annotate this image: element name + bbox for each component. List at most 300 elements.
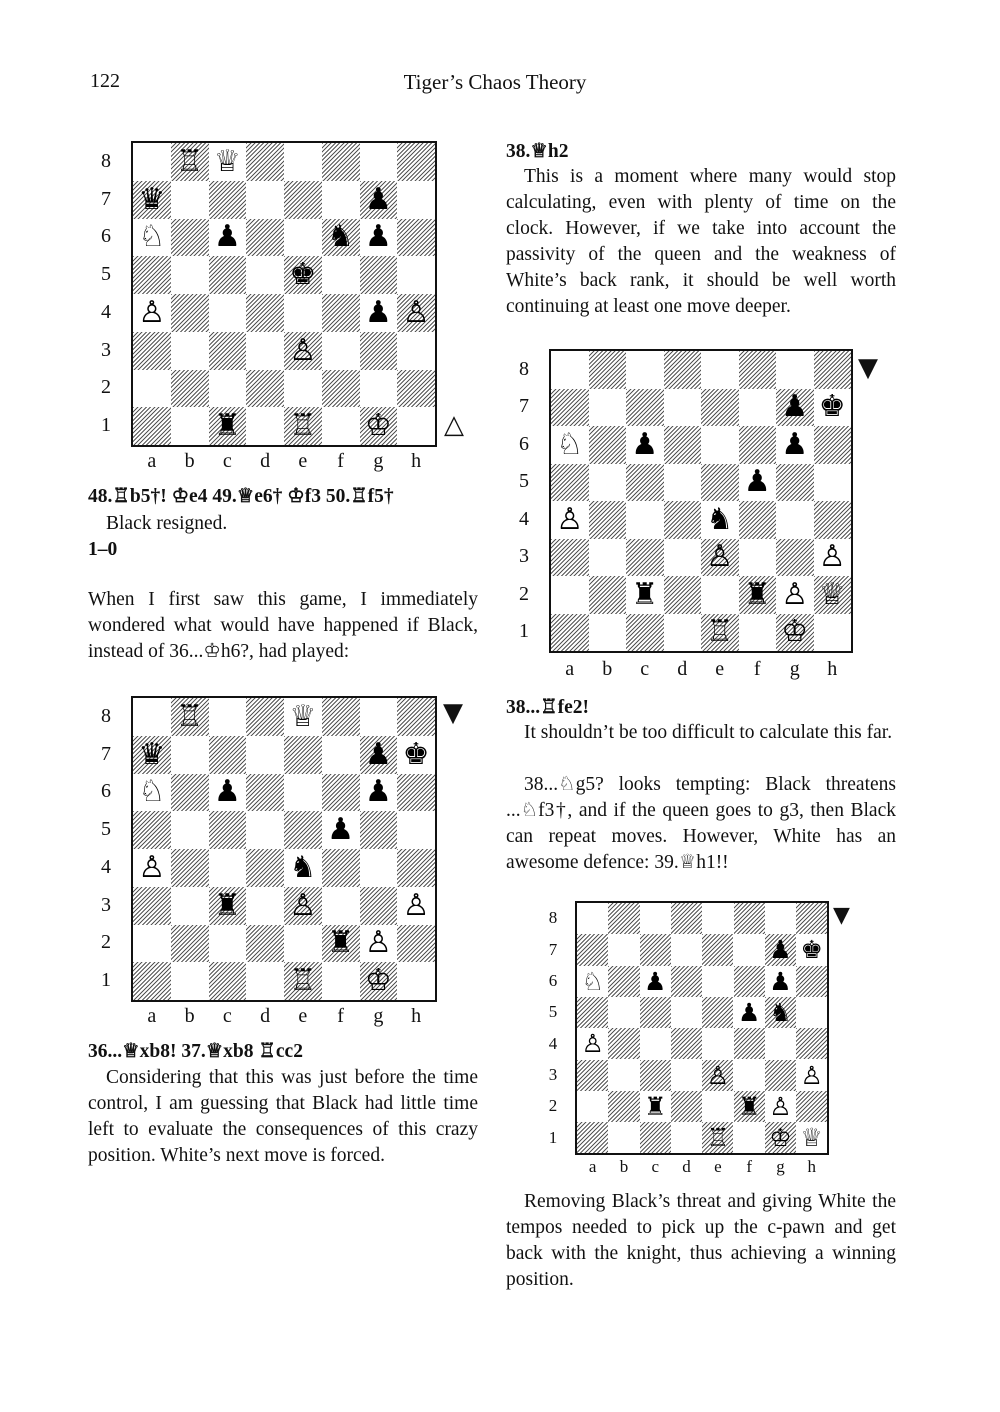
board-square-g6 (765, 966, 796, 997)
board-square-e2 (702, 1091, 733, 1122)
white-knight-icon: ♘ (581, 966, 604, 996)
board-square-a2 (577, 1091, 608, 1122)
board-square-c1 (626, 614, 664, 652)
board-square-e3 (284, 887, 322, 925)
board-square-g2 (765, 1091, 796, 1122)
board-square-c7 (640, 934, 671, 965)
white-queen-icon: ♕ (213, 143, 241, 179)
black-king-icon: ♚ (818, 389, 846, 425)
board-square-f3 (322, 332, 360, 370)
board-square-h5 (397, 256, 435, 294)
black-rook-icon: ♜ (631, 576, 659, 612)
board-square-a6 (577, 966, 608, 997)
file-label: c (640, 658, 650, 680)
board-square-h3 (397, 887, 435, 925)
board-square-e1 (284, 407, 322, 445)
chessboard (549, 349, 853, 653)
board-square-a1 (577, 1122, 608, 1153)
board-square-f3 (322, 887, 360, 925)
rank-label: 5 (101, 263, 111, 286)
paragraph: It shouldn’t be too difficult to calculate this far. (524, 722, 893, 743)
board-square-f2 (322, 925, 360, 963)
board-square-c6 (209, 774, 247, 812)
board-square-g3 (776, 539, 814, 577)
board-square-a3 (577, 1060, 608, 1091)
rank-label: 5 (548, 1002, 558, 1022)
board-square-e5 (702, 997, 733, 1028)
board-square-f7 (322, 181, 360, 219)
board-square-f4 (739, 501, 777, 539)
white-king-icon: ♔ (769, 1123, 792, 1153)
board-square-e6 (284, 774, 322, 812)
board-square-g6 (360, 774, 398, 812)
board-square-a2 (551, 576, 589, 614)
board-square-e1 (702, 1122, 733, 1153)
white-pawn-icon: ♙ (138, 294, 166, 330)
file-label: h (411, 450, 422, 472)
board-square-c7 (209, 181, 247, 219)
running-title: Tiger’s Chaos Theory (403, 70, 587, 94)
board-square-b6 (171, 219, 209, 257)
board-square-f5 (739, 464, 777, 502)
file-label: g (373, 1005, 384, 1027)
black-knight-icon: ♞ (289, 849, 317, 885)
board-square-g3 (360, 887, 398, 925)
file-label: a (147, 1005, 157, 1027)
black-pawn-icon: ♟ (327, 812, 355, 848)
board-square-a4 (551, 501, 589, 539)
board-square-g4 (776, 501, 814, 539)
board-square-b2 (171, 370, 209, 408)
board-square-c5 (209, 811, 247, 849)
board-square-c6 (209, 219, 247, 257)
white-king-icon: ♔ (781, 614, 809, 650)
board-square-e4 (701, 501, 739, 539)
board-square-h5 (397, 811, 435, 849)
board-square-c1 (209, 962, 247, 1000)
board-square-g7 (360, 736, 398, 774)
board-square-b4 (171, 294, 209, 332)
file-label: h (807, 1157, 816, 1176)
rank-label: 1 (519, 620, 529, 643)
paragraph: This is a moment where many would stop calculating, even with plenty of time on the clock. However, if we take into account the passivity of the queen and the weakness of White’s back rank, it should be well worth continuing at least one move deeper. (506, 166, 896, 317)
board-square-b5 (589, 464, 627, 502)
board-square-d5 (246, 256, 284, 294)
file-label: h (411, 1005, 422, 1027)
rank-label: 2 (519, 582, 529, 605)
board-square-c8 (626, 351, 664, 389)
board-square-h7 (796, 934, 827, 965)
board-square-b7 (171, 736, 209, 774)
board-square-g5 (765, 997, 796, 1028)
file-label: b (184, 450, 195, 472)
rank-label: 1 (101, 414, 111, 437)
rank-label: 7 (101, 187, 111, 210)
board-square-c3 (640, 1060, 671, 1091)
board-square-f4 (734, 1028, 765, 1059)
white-pawn-icon: ♙ (138, 849, 166, 885)
chessboard (575, 901, 829, 1155)
board-square-d8 (246, 143, 284, 181)
white-rook-icon: ♖ (706, 614, 734, 650)
board-square-g5 (360, 811, 398, 849)
board-square-e3 (701, 539, 739, 577)
board-square-c4 (209, 294, 247, 332)
board-square-e2 (284, 925, 322, 963)
board-square-a1 (133, 407, 171, 445)
board-square-f1 (739, 614, 777, 652)
rank-label: 7 (519, 395, 529, 418)
white-knight-icon: ♘ (138, 774, 166, 810)
board-square-d8 (671, 903, 702, 934)
rank-label: 3 (101, 893, 111, 916)
white-pawn-icon: ♙ (289, 332, 317, 368)
board-square-a4 (577, 1028, 608, 1059)
board-square-b5 (608, 997, 639, 1028)
rank-label: 3 (101, 338, 111, 361)
board-square-d2 (246, 370, 284, 408)
board-square-c2 (209, 370, 247, 408)
file-label: h (827, 658, 838, 680)
board-square-c7 (209, 736, 247, 774)
board-square-g3 (360, 332, 398, 370)
white-king-icon: ♔ (364, 963, 392, 999)
board-square-e5 (284, 811, 322, 849)
board-square-f8 (322, 143, 360, 181)
board-square-b4 (608, 1028, 639, 1059)
board-square-g5 (360, 256, 398, 294)
game-result: 1–0 (88, 539, 118, 560)
board-square-c2 (626, 576, 664, 614)
board-square-h4 (796, 1028, 827, 1059)
black-pawn-icon: ♟ (631, 426, 659, 462)
white-pawn-icon: ♙ (800, 1060, 823, 1090)
rank-label: 4 (101, 855, 111, 878)
board-square-h4 (397, 294, 435, 332)
rank-label: 5 (519, 470, 529, 493)
board-square-c4 (626, 501, 664, 539)
board-square-b3 (589, 539, 627, 577)
move-sequence: 38...♖fe2! (506, 697, 589, 718)
board-square-e2 (284, 370, 322, 408)
rank-label: 1 (101, 969, 111, 992)
file-label: c (651, 1157, 660, 1176)
rank-label: 4 (548, 1033, 558, 1053)
board-square-d1 (671, 1122, 702, 1153)
white-queen-icon: ♕ (818, 576, 846, 612)
board-square-d6 (246, 774, 284, 812)
board-square-f5 (322, 256, 360, 294)
move-sequence: 48.♖b5†! ♔e4 49.♕e6† ♔f3 50.♖f5† (88, 486, 394, 507)
board-square-f3 (734, 1060, 765, 1091)
black-pawn-icon: ♟ (769, 935, 792, 965)
rank-label: 6 (101, 225, 111, 248)
board-square-c1 (640, 1122, 671, 1153)
file-label: e (298, 450, 308, 472)
board-square-d4 (664, 501, 702, 539)
file-label: g (373, 450, 384, 472)
board-square-f6 (322, 219, 360, 257)
white-queen-icon: ♕ (289, 698, 317, 734)
white-rook-icon: ♖ (289, 963, 317, 999)
board-square-a8 (133, 143, 171, 181)
board-square-f2 (322, 370, 360, 408)
paragraph: When I first saw this game, I immediately wondered what would have happened if Black, instead of 36...♔h6?, had played: (88, 589, 478, 662)
board-square-h8 (814, 351, 852, 389)
board-square-a2 (133, 370, 171, 408)
file-label: b (619, 1157, 629, 1176)
board-square-h2 (397, 370, 435, 408)
board-square-h8 (397, 698, 435, 736)
white-pawn-icon: ♙ (556, 501, 584, 537)
board-square-d1 (664, 614, 702, 652)
board-square-b8 (589, 351, 627, 389)
paragraph: Removing Black’s threat and giving White the tempos needed to pick up the c-pawn and get back with the knight, thus achieving a winning position. (506, 1191, 896, 1290)
white-rook-icon: ♖ (706, 1123, 730, 1153)
board-square-h7 (814, 389, 852, 427)
board-square-c5 (626, 464, 664, 502)
board-square-h2 (796, 1091, 827, 1122)
board-square-f1 (322, 407, 360, 445)
board-square-g4 (765, 1028, 796, 1059)
rank-label: 2 (101, 376, 111, 399)
board-square-c6 (640, 966, 671, 997)
board-square-d2 (246, 925, 284, 963)
black-king-icon: ♚ (402, 736, 430, 772)
file-label: g (789, 658, 800, 680)
rank-label: 6 (519, 432, 529, 455)
board-square-a5 (133, 811, 171, 849)
board-square-b6 (171, 774, 209, 812)
black-to-move-icon: ▼ (443, 698, 463, 728)
board-square-c4 (209, 849, 247, 887)
file-label: e (715, 658, 725, 680)
board-square-f5 (734, 997, 765, 1028)
board-square-h3 (397, 332, 435, 370)
file-label: d (260, 450, 271, 472)
board-square-e7 (702, 934, 733, 965)
board-square-h5 (796, 997, 827, 1028)
board-square-a3 (133, 887, 171, 925)
black-queen-icon: ♛ (138, 181, 166, 217)
board-square-d2 (664, 576, 702, 614)
board-square-h4 (814, 501, 852, 539)
board-square-g4 (360, 294, 398, 332)
board-square-g5 (776, 464, 814, 502)
black-king-icon: ♚ (289, 257, 317, 293)
board-square-g6 (360, 219, 398, 257)
white-pawn-icon: ♙ (364, 925, 392, 961)
board-square-e6 (702, 966, 733, 997)
paragraph: Considering that this was just before the time control, I am guessing that Black had little time left to evaluate the consequences of this crazy position. White’s next move is forced. (88, 1067, 478, 1166)
white-rook-icon: ♖ (176, 698, 204, 734)
board-square-a3 (133, 332, 171, 370)
file-label: d (682, 1157, 691, 1176)
board-square-c5 (640, 997, 671, 1028)
board-square-d7 (671, 934, 702, 965)
white-pawn-icon: ♙ (706, 1060, 730, 1090)
board-square-a8 (577, 903, 608, 934)
page-header (90, 70, 900, 100)
board-square-g8 (360, 698, 398, 736)
board-square-d6 (671, 966, 702, 997)
black-pawn-icon: ♟ (769, 966, 792, 996)
board-square-h2 (814, 576, 852, 614)
board-square-e2 (701, 576, 739, 614)
board-square-f6 (322, 774, 360, 812)
board-square-b1 (171, 962, 209, 1000)
board-square-g7 (765, 934, 796, 965)
black-king-icon: ♚ (800, 935, 823, 965)
black-to-move-icon: ▼ (858, 353, 878, 383)
move-sequence: 36...♕xb8! 37.♕xb8 ♖cc2 (88, 1041, 303, 1062)
board-square-g8 (360, 143, 398, 181)
board-square-g8 (765, 903, 796, 934)
chessboard (131, 696, 437, 1002)
rank-label: 8 (101, 704, 111, 727)
board-square-e1 (284, 962, 322, 1000)
board-square-h1 (796, 1122, 827, 1153)
black-rook-icon: ♜ (644, 1091, 667, 1121)
move-sequence: 38.♕h2 (506, 141, 569, 162)
black-pawn-icon: ♟ (213, 774, 241, 810)
board-square-e8 (701, 351, 739, 389)
file-label: a (588, 1157, 597, 1176)
board-square-h8 (397, 143, 435, 181)
board-square-d4 (246, 849, 284, 887)
board-square-b2 (589, 576, 627, 614)
board-square-h4 (397, 849, 435, 887)
board-square-a7 (133, 736, 171, 774)
white-queen-icon: ♕ (800, 1123, 823, 1153)
black-pawn-icon: ♟ (364, 774, 392, 810)
board-square-d1 (246, 407, 284, 445)
board-square-d7 (664, 389, 702, 427)
black-pawn-icon: ♟ (781, 389, 809, 425)
board-square-f5 (322, 811, 360, 849)
board-square-b6 (589, 426, 627, 464)
board-square-c8 (640, 903, 671, 934)
board-square-c7 (626, 389, 664, 427)
board-square-f7 (322, 736, 360, 774)
board-square-f2 (739, 576, 777, 614)
board-square-e4 (702, 1028, 733, 1059)
black-pawn-icon: ♟ (364, 219, 392, 255)
file-label: d (260, 1005, 271, 1027)
file-label: b (184, 1005, 195, 1027)
black-rook-icon: ♜ (743, 576, 771, 612)
board-square-b5 (171, 256, 209, 294)
board-square-h5 (814, 464, 852, 502)
white-king-icon: ♔ (364, 408, 392, 444)
board-square-e8 (284, 698, 322, 736)
black-rook-icon: ♜ (327, 925, 355, 961)
rank-label: 7 (101, 742, 111, 765)
white-pawn-icon: ♙ (781, 576, 809, 612)
board-square-h3 (814, 539, 852, 577)
board-square-a1 (133, 962, 171, 1000)
board-square-g7 (360, 181, 398, 219)
board-square-f8 (739, 351, 777, 389)
board-square-h8 (796, 903, 827, 934)
black-pawn-icon: ♟ (781, 426, 809, 462)
black-to-move-icon: ▼ (833, 903, 850, 928)
board-square-f1 (322, 962, 360, 1000)
board-square-b1 (171, 407, 209, 445)
board-square-b7 (608, 934, 639, 965)
white-knight-icon: ♘ (138, 219, 166, 255)
board-square-a6 (551, 426, 589, 464)
file-label: a (565, 658, 575, 680)
board-square-d4 (246, 294, 284, 332)
file-label: d (677, 658, 688, 680)
board-square-a7 (133, 181, 171, 219)
board-square-a6 (133, 774, 171, 812)
white-pawn-icon: ♙ (581, 1029, 604, 1059)
board-square-b4 (589, 501, 627, 539)
board-square-d7 (246, 736, 284, 774)
board-square-f3 (739, 539, 777, 577)
board-square-a7 (551, 389, 589, 427)
board-square-a5 (551, 464, 589, 502)
board-square-d6 (664, 426, 702, 464)
board-square-f4 (322, 294, 360, 332)
board-square-d7 (246, 181, 284, 219)
board-square-e5 (701, 464, 739, 502)
board-square-f6 (739, 426, 777, 464)
board-square-e3 (284, 332, 322, 370)
board-square-g1 (360, 962, 398, 1000)
white-rook-icon: ♖ (176, 143, 204, 179)
black-pawn-icon: ♟ (364, 736, 392, 772)
rank-label: 3 (519, 545, 529, 568)
white-pawn-icon: ♙ (769, 1091, 792, 1121)
rank-label: 8 (101, 149, 111, 172)
board-square-h6 (796, 966, 827, 997)
board-square-a7 (577, 934, 608, 965)
white-pawn-icon: ♙ (818, 539, 846, 575)
board-square-f6 (734, 966, 765, 997)
rank-label: 6 (101, 780, 111, 803)
board-square-b1 (589, 614, 627, 652)
board-square-e8 (702, 903, 733, 934)
white-rook-icon: ♖ (289, 408, 317, 444)
board-square-b1 (608, 1122, 639, 1153)
board-square-c3 (209, 887, 247, 925)
board-square-e7 (284, 181, 322, 219)
file-label: e (298, 1005, 308, 1027)
board-square-a5 (133, 256, 171, 294)
rank-label: 5 (101, 818, 111, 841)
board-square-h6 (397, 774, 435, 812)
file-label: g (776, 1157, 785, 1176)
board-square-c2 (209, 925, 247, 963)
white-pawn-icon: ♙ (706, 539, 734, 575)
board-square-c4 (640, 1028, 671, 1059)
board-square-g3 (765, 1060, 796, 1091)
rank-label: 3 (548, 1064, 558, 1084)
board-square-h6 (814, 426, 852, 464)
board-square-b3 (171, 887, 209, 925)
board-square-a3 (551, 539, 589, 577)
rank-label: 2 (101, 931, 111, 954)
board-square-e7 (284, 736, 322, 774)
board-square-g6 (776, 426, 814, 464)
board-square-d3 (246, 887, 284, 925)
board-square-e3 (702, 1060, 733, 1091)
black-queen-icon: ♛ (138, 736, 166, 772)
board-square-c3 (209, 332, 247, 370)
